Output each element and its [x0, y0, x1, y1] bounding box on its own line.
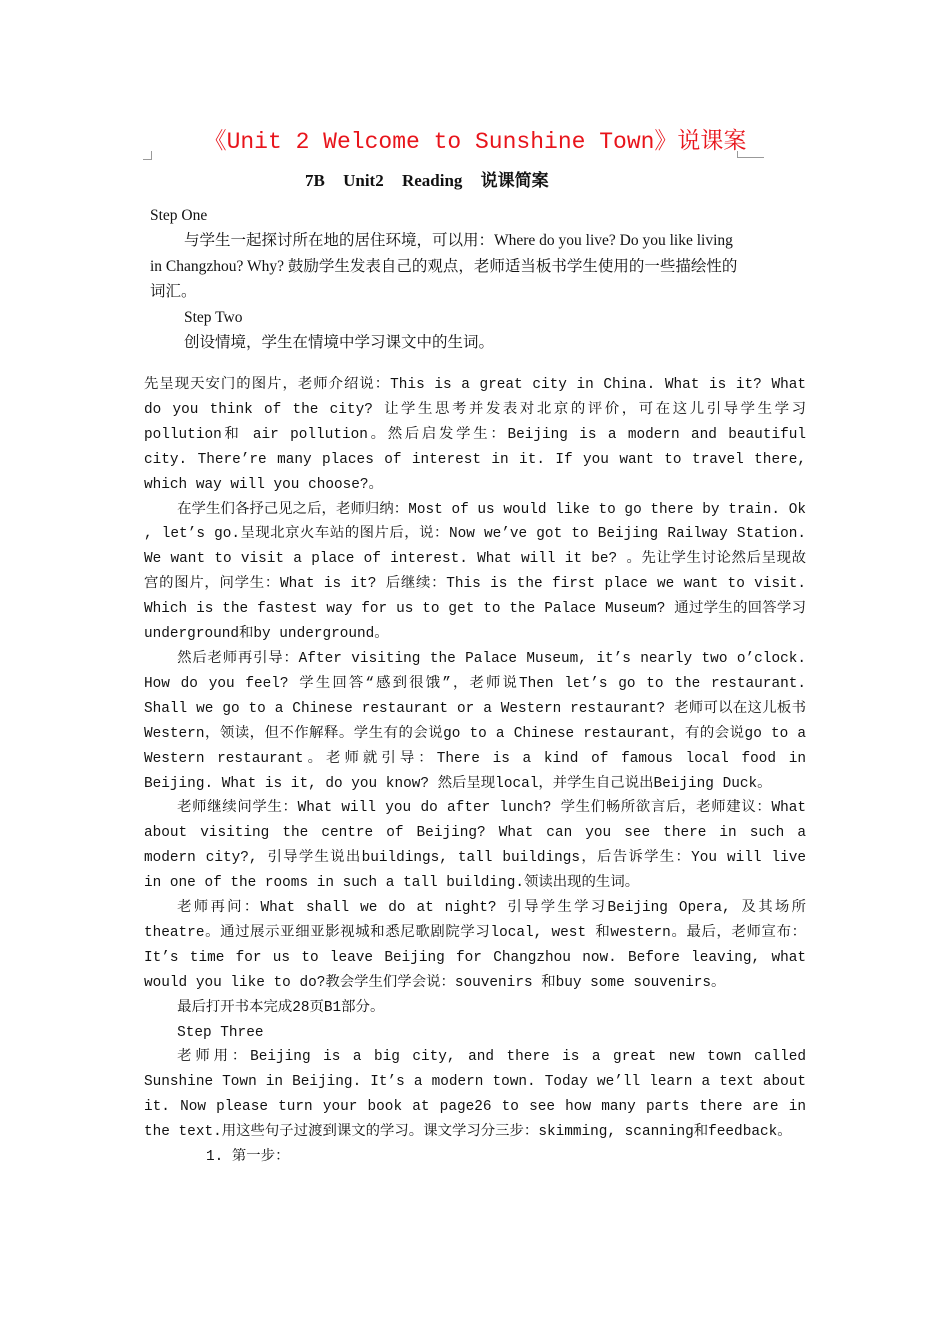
body-text — [144, 373, 806, 1170]
crop-mark-left — [143, 151, 152, 160]
paragraph: 然后老师再引导：After visiting the Palace Museum, it’s nearly two o’clock. How do you feel? 学生回答“感到很饿”，老师说Then let’s go to the restaurant. Shall we go to a Chinese restaurant or a Western restaurant? 老师可以在这儿板书Western，领读，但不作解释。学生有的会说go to a Chinese restaurant，有的会说go to a Western restaurant。老师就引导：There is a kind of famous local food in Beijing. What is it, do you know? 然后呈现local，并学生自己说出Beijing Duck。 — [144, 650, 806, 792]
step-one-heading: Step One — [150, 207, 208, 224]
step-two-text: 创设情境，学生在情境中学习课文中的生词。 — [184, 334, 495, 351]
step-two-heading: Step Two — [184, 309, 243, 326]
step-three-heading: Step Three — [177, 1024, 264, 1041]
crop-mark-right — [737, 151, 764, 158]
paragraph: 在学生们各抒己见之后，老师归纳：Most of us would like to go there by train. Ok , let’s go.呈现北京火车站的图片后，说：Now we’ve got to Beijing Railway Station. We want to visit a place of interest. What will it be? 。先让学生讨论然后呈现故宫的图片，问学生：What is it? 后继续：This is the first place we want to visit. Which is the fastest way for us to get to the Palace Museum? 通过学生的回答学习underground和by underground。 — [144, 501, 806, 643]
document-title: 《Unit 2 Welcome to Sunshine Town》说课案 — [203, 129, 747, 155]
paragraph: 老师继续问学生：What will you do after lunch? 学生们畅所欲言后，老师建议：What about visiting the centre of Beijing? What can you see there in such a modern city?, 引导学生说出buildings, tall buildings，后告诉学生：You will live in one of the rooms in such a tall building.领读出现的生词。 — [144, 800, 806, 892]
step-one-text: 与学生一起探讨所在地的居住环境，可以用：Where do you live? Do you like living in Changzhou? Why? 鼓励学生发表自己的观点，老师适当板书学生使用的一些描绘性的词汇。 — [150, 232, 738, 300]
paragraph: 老师用：Beijing is a big city, and there is a great new town called Sunshine Town in Beijing. It’s a modern town. Today we’ll learn a text about it. Now please turn your book at page26 to see how many parts there are in the text.用这些句子过渡到课文的学习。课文学习分三步：skimming, scanning和feedback。 — [144, 1049, 806, 1141]
paragraph: 最后打开书本完成28页B1部分。 — [177, 999, 385, 1016]
paragraph: 老师再问：What shall we do at night? 引导学生学习Beijing Opera, 及其场所theatre。通过展示亚细亚影视城和悉尼歌剧院学习local, west 和western。最后，老师宣布：It’s time for us to leave Beijing for Changzhou now. Before leaving, what would you like to do?教会学生们学会说：souvenirs 和buy some souvenirs。 — [144, 900, 806, 991]
document-subtitle: 7B Unit2 Reading 说课简案 — [305, 171, 549, 190]
list-item: 1. 第一步： — [206, 1149, 290, 1166]
paragraph: 先呈现天安门的图片，老师介绍说：This is a great city in China. What is it? What do you think of the city? 让学生思考并发表对北京的评价，可在这儿引导学生学习pollution和 air pollution。然后启发学生：Beijing is a modern and beautiful city. There’re many places of interest in it. If you want to travel there, which way will you choose?。 — [144, 377, 806, 493]
